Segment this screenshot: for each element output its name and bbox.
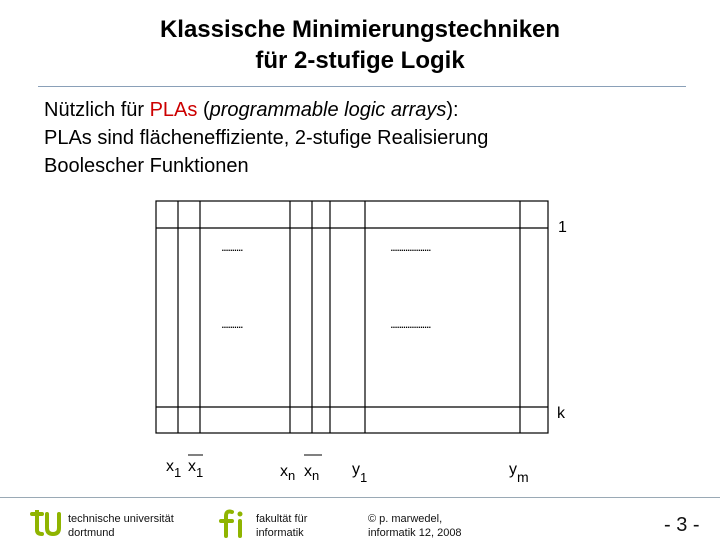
tu-logo (30, 510, 64, 538)
label-y1: $y_1$ (352, 461, 368, 485)
row-label-1: 1 (558, 219, 567, 236)
university-line-2: dortmund (68, 527, 115, 539)
copyright-notice (368, 512, 462, 540)
faculty-line-1: fakultät für (256, 513, 308, 525)
faculty-line-2: informatik (256, 527, 304, 539)
label-x1: $x_1$ (166, 458, 182, 480)
paren-open: ( (197, 99, 210, 121)
label-ym: ym (509, 461, 529, 485)
dots-or-plane-row2: ................... (390, 316, 431, 331)
university-line-1: technische universität (68, 513, 174, 525)
faculty-name (256, 512, 307, 540)
row-label-k: k (557, 405, 565, 422)
pla-expansion: programmable logic arrays (209, 99, 447, 121)
title-line-1: Klassische Minimierungstechniken (159, 16, 561, 43)
pla-outer-box (156, 201, 548, 433)
body-line-2: PLAs sind flächeneffiziente, 2-stufige Realisierung (44, 127, 489, 149)
body-line-1-post: ): (446, 99, 459, 121)
dots-or-plane-row1: ................... (390, 239, 431, 254)
footer-divider (0, 497, 720, 498)
fi-logo (218, 508, 248, 538)
title-line-2: für 2-stufige Logik (255, 47, 465, 74)
copyright-line-1: © p. marwedel, (368, 513, 443, 525)
copyright-line-2: informatik 12, 2008 (368, 527, 462, 539)
label-xnbar: $x_n$ (304, 463, 320, 483)
label-x1bar: $x_1$ (188, 458, 204, 480)
label-xn: $x_n$ (280, 463, 296, 483)
body-line-1-pre: Nützlich für (44, 99, 150, 121)
pla-term: PLAs (149, 99, 198, 121)
body-line-3: Boolescher Funktionen (44, 155, 249, 177)
page-number: - 3 - (664, 514, 700, 536)
university-name (68, 512, 174, 540)
dots-and-plane-row1: .......... (221, 239, 243, 254)
dots-and-plane-row2: .......... (221, 316, 243, 331)
